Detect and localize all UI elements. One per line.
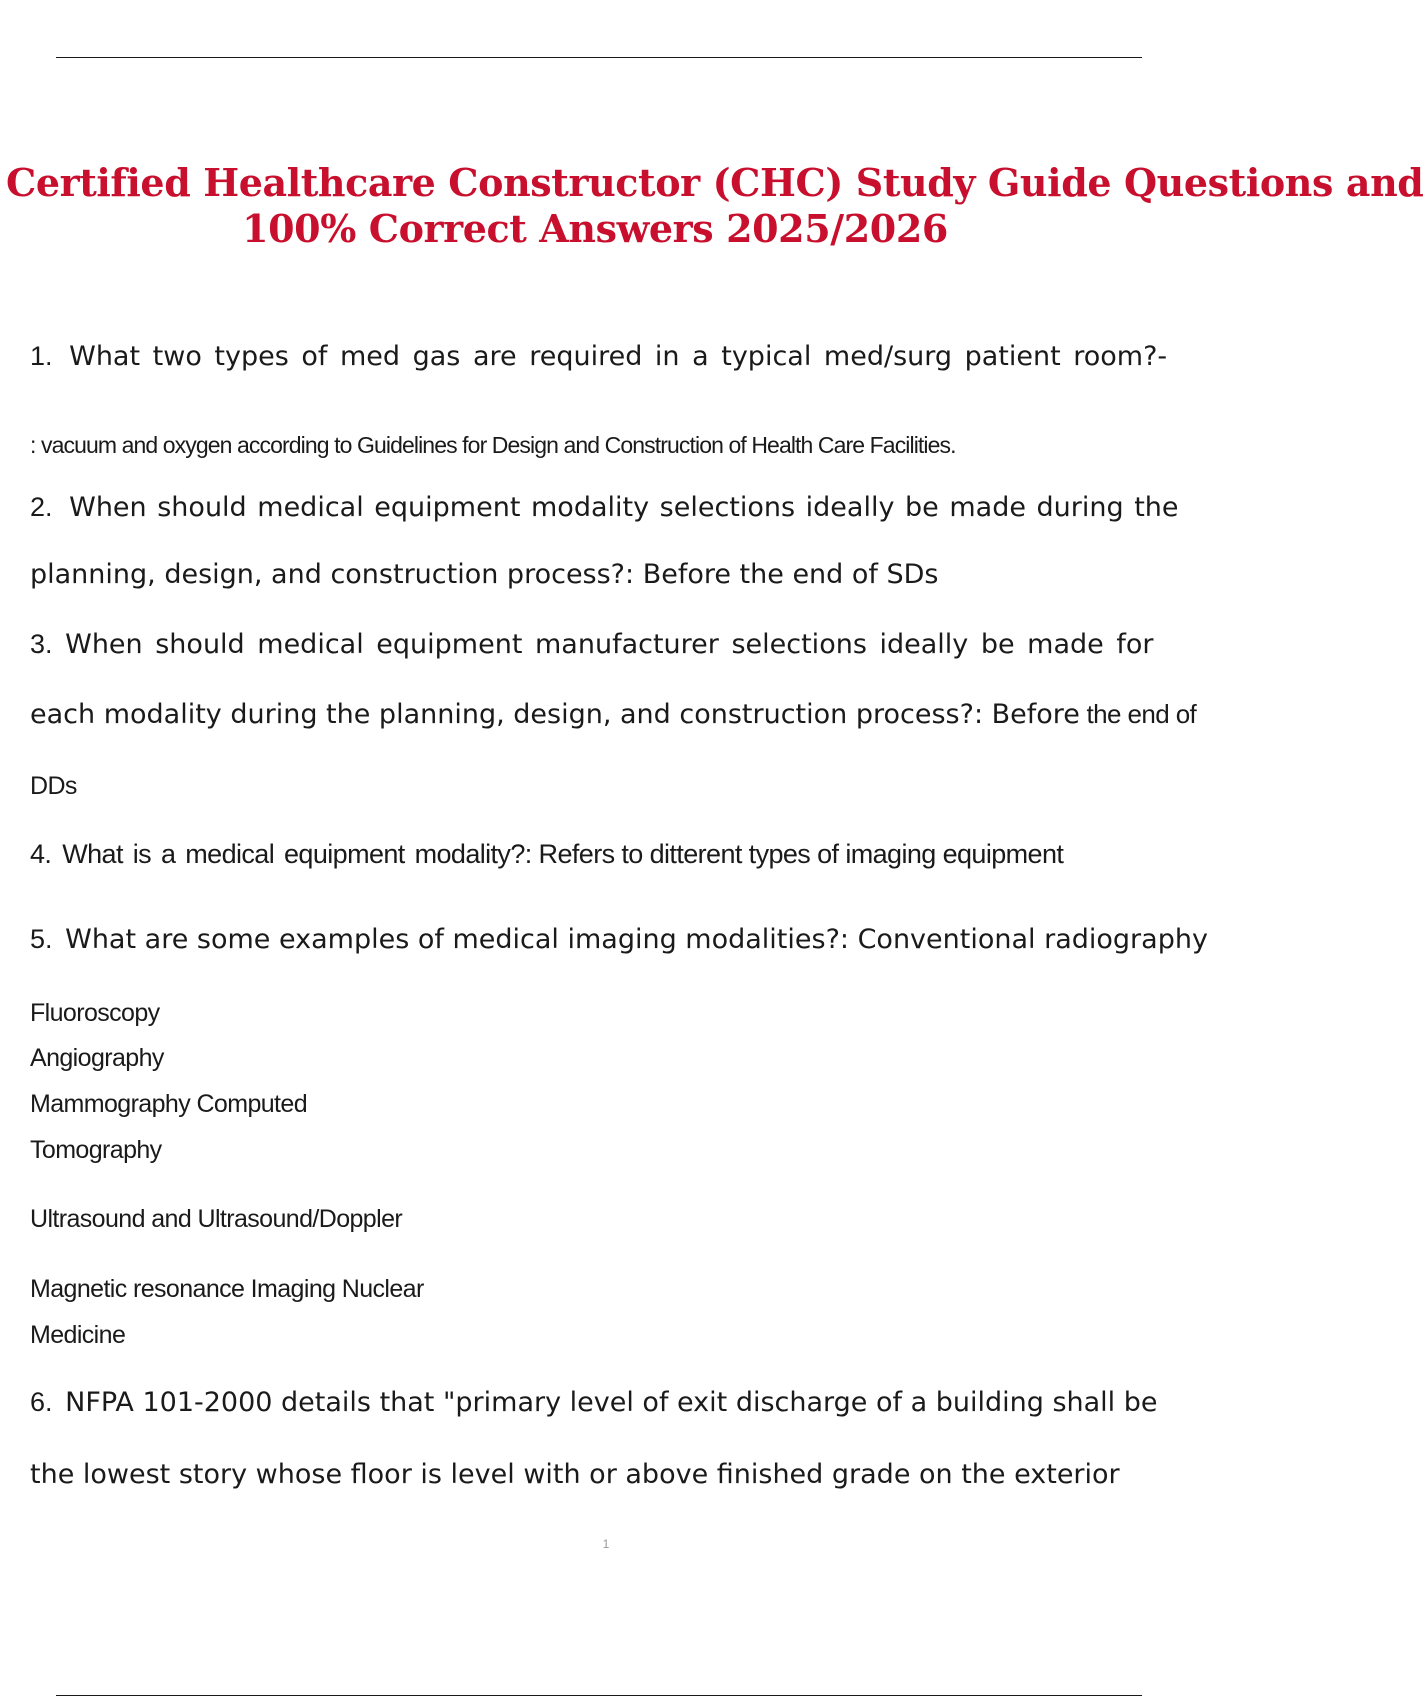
answer-1: : vacuum and oxygen according to Guidelines for Design and Construction of Health Care Facilities.	[30, 432, 956, 458]
question-1	[30, 341, 1167, 372]
question-number: 4.	[30, 839, 52, 869]
question-6-line-1	[30, 1387, 1158, 1418]
question-4	[30, 839, 1063, 870]
question-text: What two types of med gas are required in a typical med/surg patient room?-	[69, 341, 1168, 372]
modality-item: Fluoroscopy	[30, 999, 160, 1027]
top-rule	[56, 57, 1142, 58]
question-number: 6.	[30, 1387, 53, 1417]
question-text: each modality during the planning, design, and construction process?: Before	[30, 699, 1080, 730]
question-3-line-3: DDs	[30, 772, 77, 800]
modality-item: Mammography Computed	[30, 1090, 308, 1118]
modality-item: Magnetic resonance Imaging Nuclear	[30, 1275, 424, 1303]
answer-tail: the end of	[1079, 699, 1197, 729]
modality-item: Ultrasound and Ultrasound/Doppler	[30, 1205, 403, 1233]
question-5	[30, 924, 1208, 955]
answer-4: Refers to ditterent types of imaging equipment	[531, 839, 1064, 869]
question-text: When should medical equipment modality selections ideally be made during the	[69, 492, 1179, 523]
modality-item: Tomography	[30, 1136, 162, 1164]
bottom-rule	[56, 1695, 1142, 1696]
question-text: NFPA 101-2000 details that "primary level of exit discharge of a building shall be	[65, 1387, 1158, 1418]
modality-item: Medicine	[30, 1321, 126, 1349]
question-2-line-1	[30, 492, 1179, 523]
question-text: What is a medical equipment modality?:	[62, 839, 532, 869]
question-2-line-2: planning, design, and construction process?: Before the end of SDs	[30, 559, 939, 590]
document-title	[0, 160, 1423, 252]
question-number: 1.	[30, 341, 53, 371]
question-number: 3.	[30, 629, 53, 659]
question-6-line-2: the lowest story whose floor is level with or above finished grade on the exterior	[30, 1459, 1120, 1490]
question-3-line-1	[30, 629, 1153, 660]
page-number: 1	[602, 1537, 610, 1551]
title-line-1: Certified Healthcare Constructor (CHC) Study Guide Questions and	[6, 160, 1423, 205]
question-3-line-2	[30, 699, 1196, 730]
question-number: 5.	[30, 924, 53, 954]
title-line-2: 100% Correct Answers 2025/2026	[242, 206, 948, 251]
question-text: What are some examples of medical imaging modalities?: Conventional radiography	[65, 924, 1208, 955]
question-number: 2.	[30, 492, 53, 522]
modality-item: Angiography	[30, 1044, 164, 1072]
question-text: When should medical equipment manufacturer selections ideally be made for	[65, 629, 1154, 660]
